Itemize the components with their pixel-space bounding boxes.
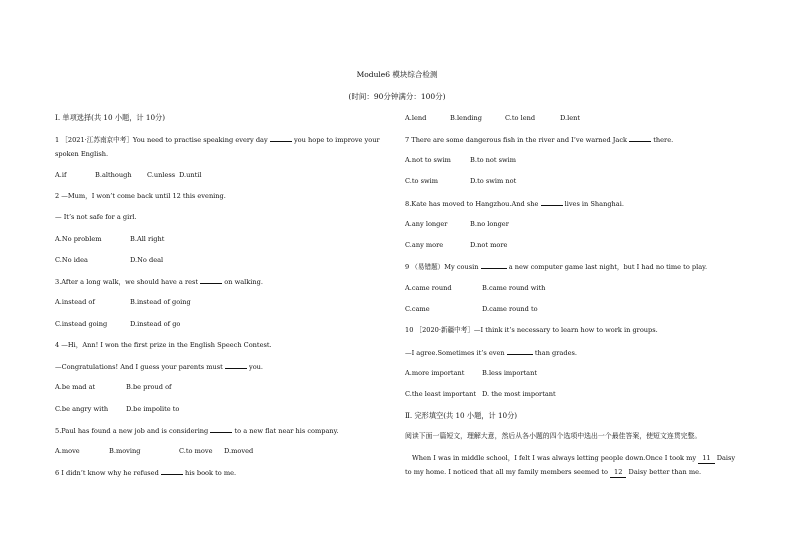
question-9-options-row1 bbox=[405, 284, 545, 293]
option-d: D.came round to bbox=[482, 305, 538, 313]
option-b: B.lending bbox=[450, 114, 482, 122]
question-9-options-row2 bbox=[405, 305, 538, 314]
option-c: C.any more bbox=[405, 241, 444, 249]
answer-blank bbox=[541, 199, 563, 206]
option-a: A.came round bbox=[405, 284, 452, 292]
question-1-stem-cont: spoken English. bbox=[55, 150, 109, 158]
option-b: B.although bbox=[95, 171, 132, 179]
option-a: A.lend bbox=[405, 114, 427, 122]
section-heading-single-choice: Ⅰ. 单项选择(共 10 小题，计 10分) bbox=[55, 113, 166, 122]
question-10-stem-cont: —I agree.Sometimes it’s even than grades. bbox=[405, 349, 577, 357]
question-10-options-row2 bbox=[405, 390, 556, 399]
option-d: D.No deal bbox=[130, 256, 164, 264]
option-c: C.to move bbox=[179, 447, 213, 455]
question-3-stem: 3.After a long walk，we should have a rest on walking. bbox=[55, 278, 263, 286]
option-a: A.any longer bbox=[405, 220, 448, 228]
question-8-options-row1 bbox=[405, 220, 509, 229]
option-c: C.No idea bbox=[55, 256, 88, 264]
option-c: C.to swim bbox=[405, 177, 439, 185]
option-c: C.to lend bbox=[505, 114, 536, 122]
option-c: C.instead going bbox=[55, 320, 108, 328]
question-3-options-row1 bbox=[55, 298, 191, 307]
option-a: A.instead of bbox=[55, 298, 95, 306]
option-a: A.No problem bbox=[55, 235, 102, 243]
page-title: Module6 模块综合检测 bbox=[356, 70, 438, 79]
question-2-options-row1 bbox=[55, 235, 164, 244]
option-a: A.if bbox=[55, 171, 67, 179]
option-a: A.be mad at bbox=[55, 383, 96, 391]
passage-line-1: When I was in middle school，I felt I was always letting people down.Once I took my 11 Daisy bbox=[412, 454, 736, 462]
question-8-options-row2 bbox=[405, 241, 507, 250]
answer-blank bbox=[507, 348, 533, 355]
question-2-stem: 2 —Mum，I won’t come back until 12 this evening. bbox=[55, 192, 226, 200]
option-c: C.the least important bbox=[405, 390, 477, 398]
question-9-stem: 9 （易错题）My cousin a new computer game last night，but I had no time to play. bbox=[405, 263, 708, 271]
option-b: B.moving bbox=[109, 447, 141, 455]
answer-blank bbox=[161, 468, 183, 475]
option-d: D.lent bbox=[560, 114, 581, 122]
question-4-options-row1 bbox=[55, 383, 171, 392]
question-6-stem: 6 I didn’t know why he refused his book to me. bbox=[55, 469, 237, 477]
question-1-stem: 1 ［2021·江苏南京中考］You need to practise speaking every day you hope to improve your bbox=[55, 136, 380, 144]
question-5-options bbox=[55, 447, 253, 456]
option-d: D.moved bbox=[224, 447, 254, 455]
option-a: A.not to swim bbox=[405, 156, 451, 164]
option-c: C.came bbox=[405, 305, 430, 313]
option-b: B.All right bbox=[130, 235, 165, 243]
passage-line-2: to my home. I noticed that all my family members seemed to 12 Daisy better than me. bbox=[405, 468, 702, 476]
question-4-stem: 4 —Hi，Ann! I won the first prize in the English Speech Contest. bbox=[55, 341, 272, 349]
option-b: B.came round with bbox=[482, 284, 546, 292]
option-b: B.be proud of bbox=[126, 383, 172, 391]
question-3-options-row2 bbox=[55, 320, 180, 329]
option-d: D.instead of go bbox=[130, 320, 181, 328]
question-10-options-row1 bbox=[405, 369, 537, 378]
answer-blank bbox=[629, 135, 651, 142]
answer-blank bbox=[210, 426, 232, 433]
option-d: D.to swim not bbox=[470, 177, 517, 185]
option-b: B.less important bbox=[482, 369, 537, 377]
section-heading-cloze: Ⅱ. 完形填空(共 10 小题，计 10分) bbox=[405, 411, 518, 420]
question-10-stem: 10 ［2020·新疆中考］—I think it’s necessary to learn how to work in groups. bbox=[405, 326, 658, 334]
option-d: D. the most important bbox=[482, 390, 556, 398]
option-c: C.be angry with bbox=[55, 405, 109, 413]
option-d: D.not more bbox=[470, 241, 508, 249]
option-a: A.move bbox=[55, 447, 80, 455]
question-2-options-row2 bbox=[55, 256, 163, 265]
option-c: C.unless bbox=[147, 171, 176, 179]
answer-blank bbox=[481, 262, 507, 269]
cloze-blank-12: 12 bbox=[610, 468, 626, 478]
question-6-options bbox=[405, 114, 580, 123]
option-d: D.until bbox=[179, 171, 202, 179]
question-2-stem-cont: — It’s not safe for a girl. bbox=[55, 213, 137, 221]
question-4-options-row2 bbox=[55, 405, 179, 414]
page-subtitle: (时间：90分钟满分：100分) bbox=[348, 92, 446, 101]
answer-blank bbox=[200, 277, 222, 284]
option-b: B.no longer bbox=[470, 220, 509, 228]
cloze-blank-11: 11 bbox=[698, 454, 714, 464]
question-5-stem: 5.Paul has found a new job and is considering to a new flat near his company. bbox=[55, 427, 339, 435]
cloze-instructions: 阅读下面一篇短文，理解大意，然后从各小题的四个选项中选出一个最佳答案，使短文连贯完整。 bbox=[405, 432, 702, 440]
question-1-options bbox=[55, 171, 202, 180]
question-8-stem: 8.Kate has moved to Hangzhou.And she lives in Shanghai. bbox=[405, 200, 624, 208]
question-7-stem: 7 There are some dangerous fish in the river and I’ve warned Jack there. bbox=[405, 136, 674, 144]
answer-blank bbox=[270, 135, 292, 142]
question-4-stem-cont: —Congratulations! And I guess your parents must you. bbox=[55, 363, 264, 371]
question-7-options-row1 bbox=[405, 156, 516, 165]
option-d: D.be impolite to bbox=[126, 405, 180, 413]
option-b: B.to not swim bbox=[470, 156, 517, 164]
option-a: A.more important bbox=[405, 369, 465, 377]
question-7-options-row2 bbox=[405, 177, 516, 186]
answer-blank bbox=[225, 362, 247, 369]
option-b: B.instead of going bbox=[130, 298, 191, 306]
